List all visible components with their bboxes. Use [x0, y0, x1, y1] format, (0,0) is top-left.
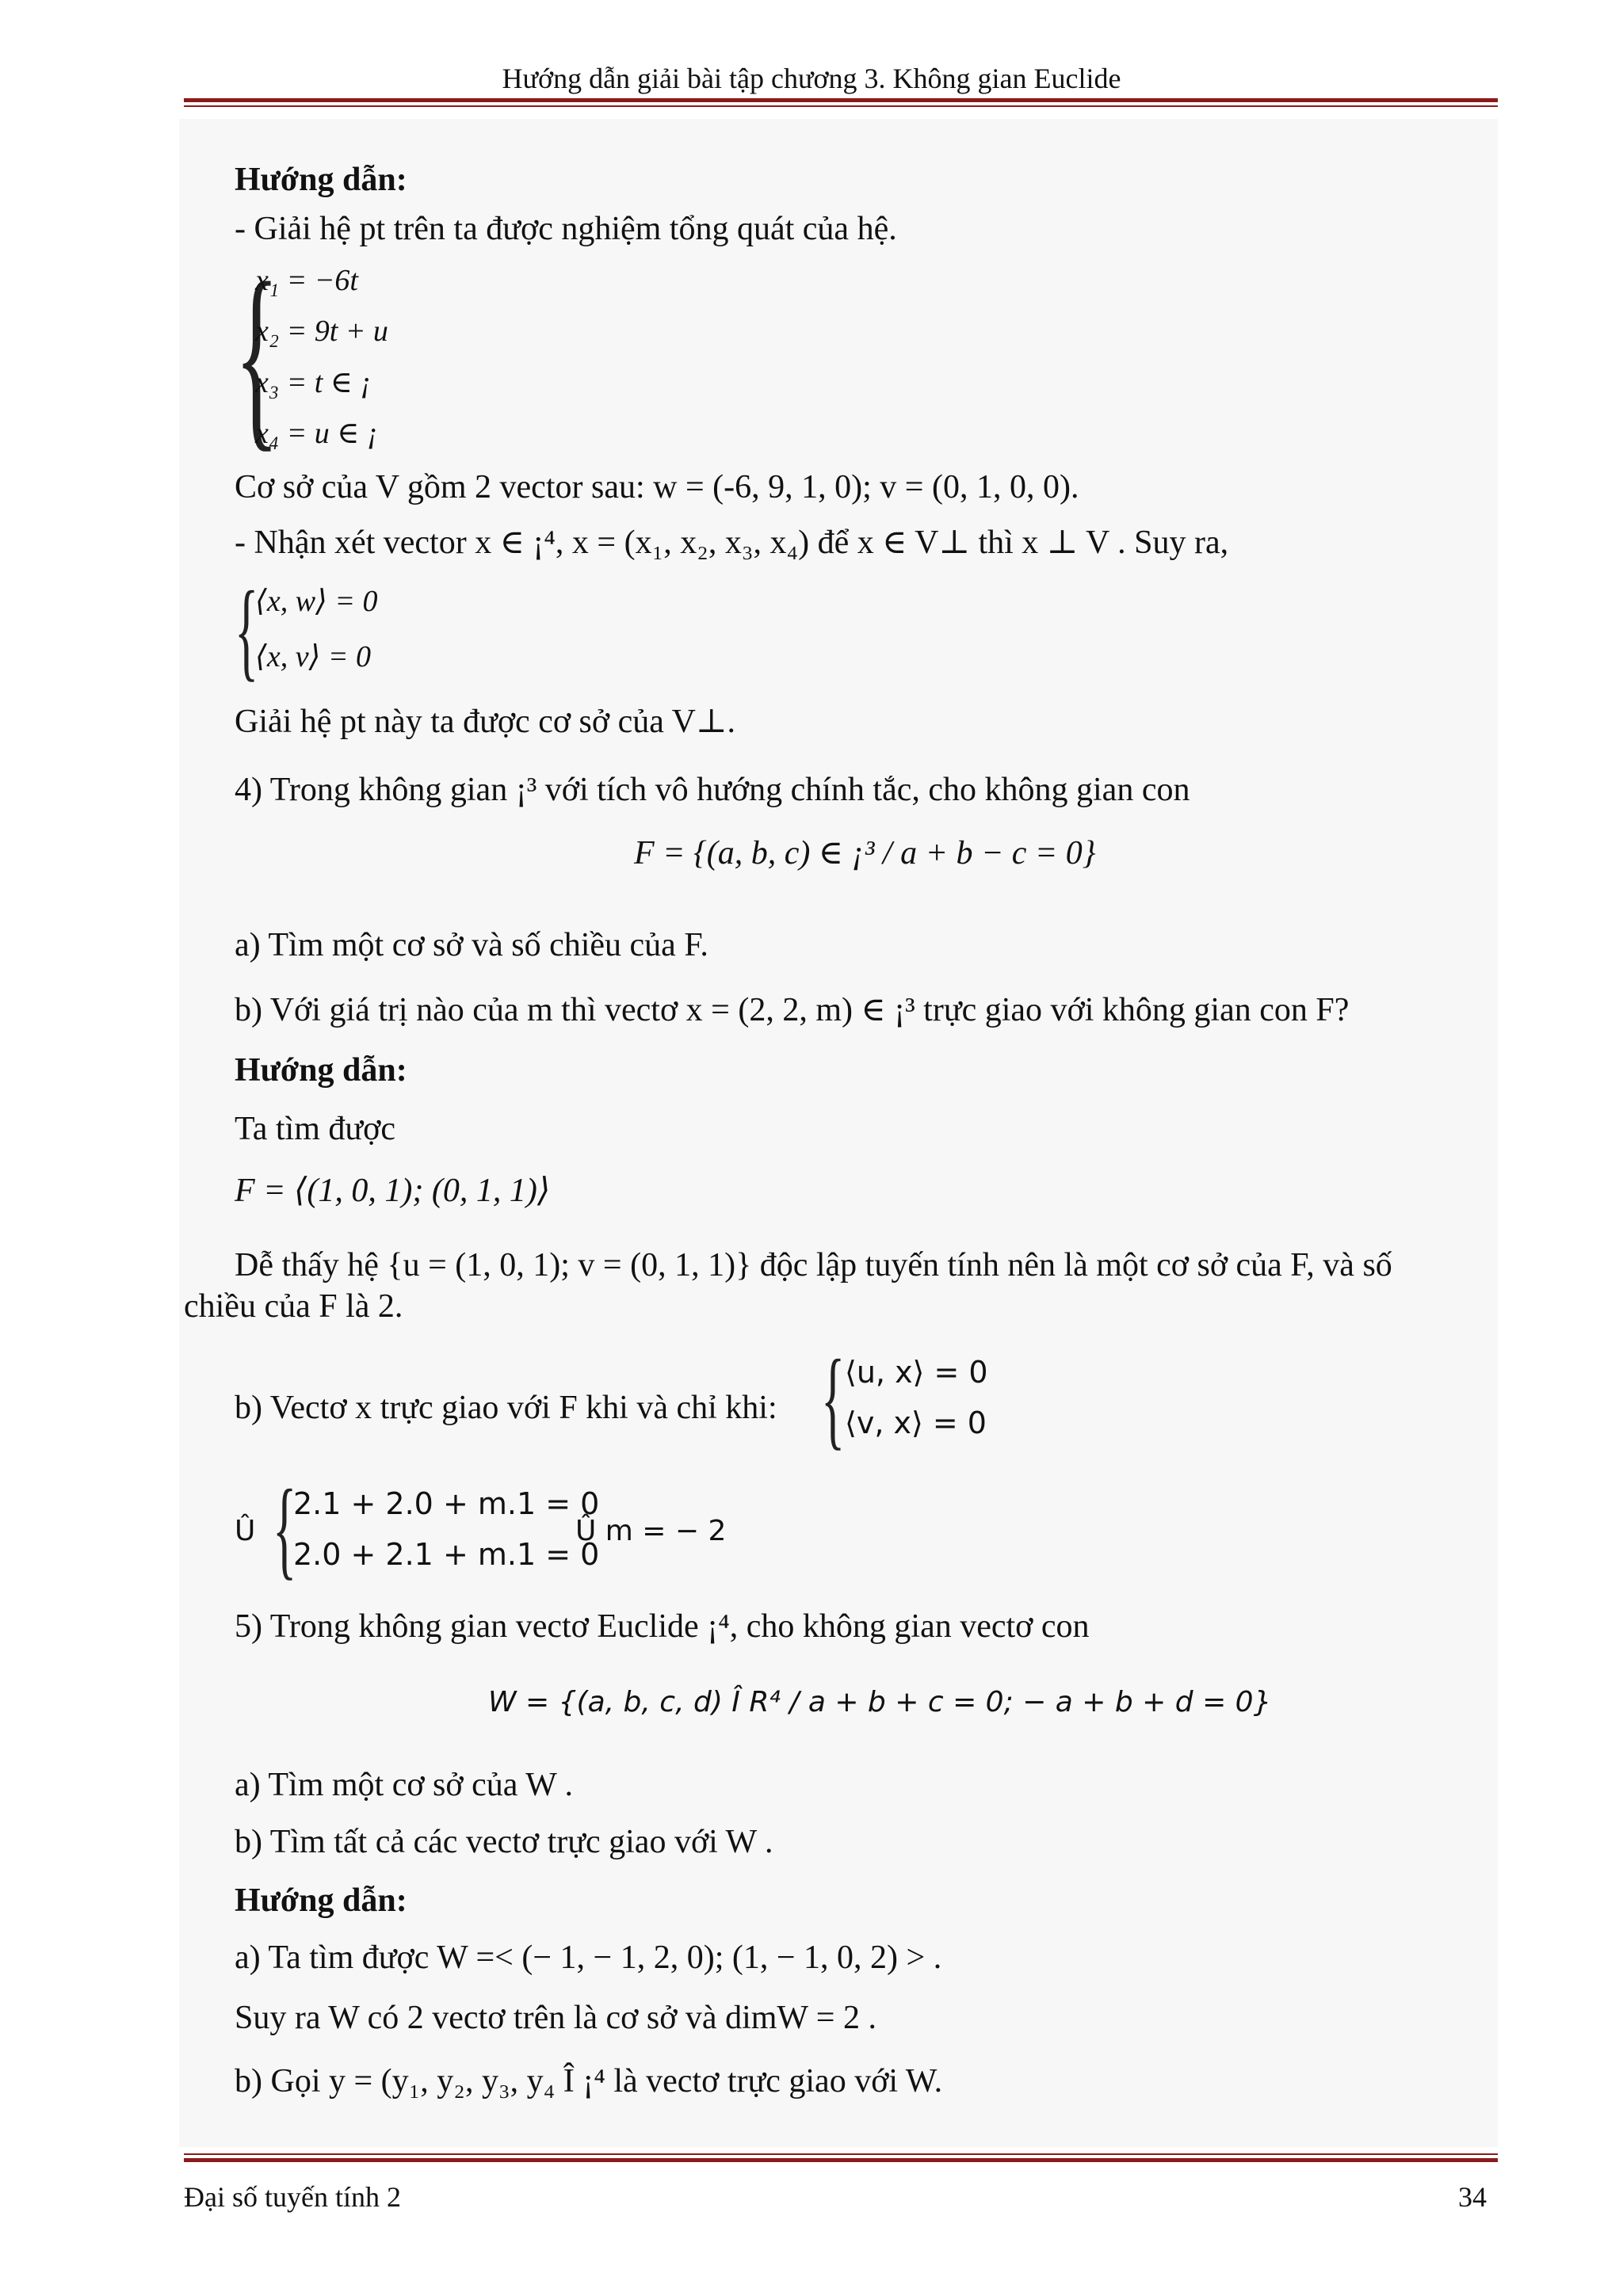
text-de-thay-line-2: chiều của F là 2. — [184, 1288, 403, 1325]
heading-huong-dan-1: Hướng dẫn: — [235, 162, 407, 198]
header-rule-thick — [184, 98, 1498, 102]
page-header: Hướng dẫn giải bài tập chương 3. Không gian Euclide — [502, 63, 1121, 94]
text-vecto-x: b) Vectơ x trực giao với F khi và chỉ khi: — [235, 1390, 777, 1426]
exercise-4a: a) Tìm một cơ sở và số chiều của F. — [235, 927, 708, 963]
exercise-5b: b) Tìm tất cả các vectơ trực giao với W . — [235, 1824, 773, 1860]
text-nhan-xet: - Nhận xét vector x ∈ ¡⁴, x = (x₁, x₂, x₃, x₄) để x ∈ V⊥ thì x ⊥ V . Suy ra, — [235, 524, 1229, 561]
text-suy-ra: Suy ra W có 2 vectơ trên là cơ sở và dimW = 2 . — [235, 2000, 876, 2036]
footer-rule-thick — [184, 2158, 1498, 2162]
set-W-definition: W = {(a, b, c, d) Î R⁴ / a + b + c = 0; − a + b + d = 0} — [488, 1686, 1272, 1718]
system-4-row: 2.0 + 2.1 + m.1 = 0 — [293, 1537, 600, 1572]
heading-huong-dan-2: Hướng dẫn: — [235, 1052, 407, 1089]
system-1-row: x₂ = 9t + u — [255, 315, 388, 348]
text-basis-v: Cơ sở của V gồm 2 vector sau: w = (-6, 9, 1, 0); v = (0, 1, 0, 0). — [235, 469, 1079, 505]
system-4-row: 2.1 + 2.0 + m.1 = 0 — [293, 1486, 600, 1521]
footer-rule-thin — [184, 2153, 1498, 2155]
text-giai-he: Giải hệ pt này ta được cơ sở của V⊥. — [235, 704, 735, 740]
exercise-4b: b) Với giá trị nào của m thì vectơ x = (2, 2, m) ∈ ¡³ trực giao với không gian con F? — [235, 992, 1350, 1028]
system-2-row: ⟨x, v⟩ = 0 — [255, 640, 372, 673]
equiv-symbol: Û — [235, 1515, 256, 1547]
text-de-thay-line-1: Dễ thấy hệ {u = (1, 0, 1); v = (0, 1, 1)} độc lập tuyến tính nên là một cơ sở của F, và số — [235, 1247, 1392, 1283]
exercise-5a: a) Tìm một cơ sở của W . — [235, 1767, 574, 1803]
system-1-row: x₃ = t ∈ ¡ — [255, 366, 372, 399]
exercise-5: 5) Trong không gian vectơ Euclide ¡⁴, cho không gian vectơ con — [235, 1608, 1090, 1645]
F-span: F = ⟨(1, 0, 1); (0, 1, 1)⟩ — [235, 1173, 551, 1209]
system-3-row: ⟨v, x⟩ = 0 — [845, 1405, 987, 1440]
page-number: 34 — [1458, 2181, 1487, 2213]
text-a-ta-tim: a) Ta tìm được W =< (− 1, − 1, 2, 0); (1, − 1, 0, 2) > . — [235, 1939, 942, 1976]
exercise-4: 4) Trong không gian ¡³ với tích vô hướng chính tắc, cho không gian con — [235, 772, 1190, 808]
result-m: Û m = − 2 — [575, 1515, 727, 1547]
text-ta-tim-duoc: Ta tìm được — [235, 1111, 395, 1147]
text-goi-y: b) Gọi y = (y₁, y₂, y₃, y₄ Î ¡⁴ là vectơ trực giao với W. — [235, 2063, 943, 2100]
system-1-row: x₁ = −6t — [255, 264, 358, 297]
system-3-row: ⟨u, x⟩ = 0 — [845, 1355, 988, 1390]
footer-title: Đại số tuyến tính 2 — [184, 2181, 401, 2213]
system-1-row: x₄ = u ∈ ¡ — [255, 417, 379, 450]
set-F-definition: F = {(a, b, c) ∈ ¡³ / a + b − c = 0} — [634, 835, 1096, 871]
system-2-row: ⟨x, w⟩ = 0 — [255, 585, 378, 618]
header-rule-thin — [184, 105, 1498, 107]
heading-huong-dan-3: Hướng dẫn: — [235, 1882, 407, 1919]
text-line-1: - Giải hệ pt trên ta được nghiệm tổng quát của hệ. — [235, 211, 897, 247]
